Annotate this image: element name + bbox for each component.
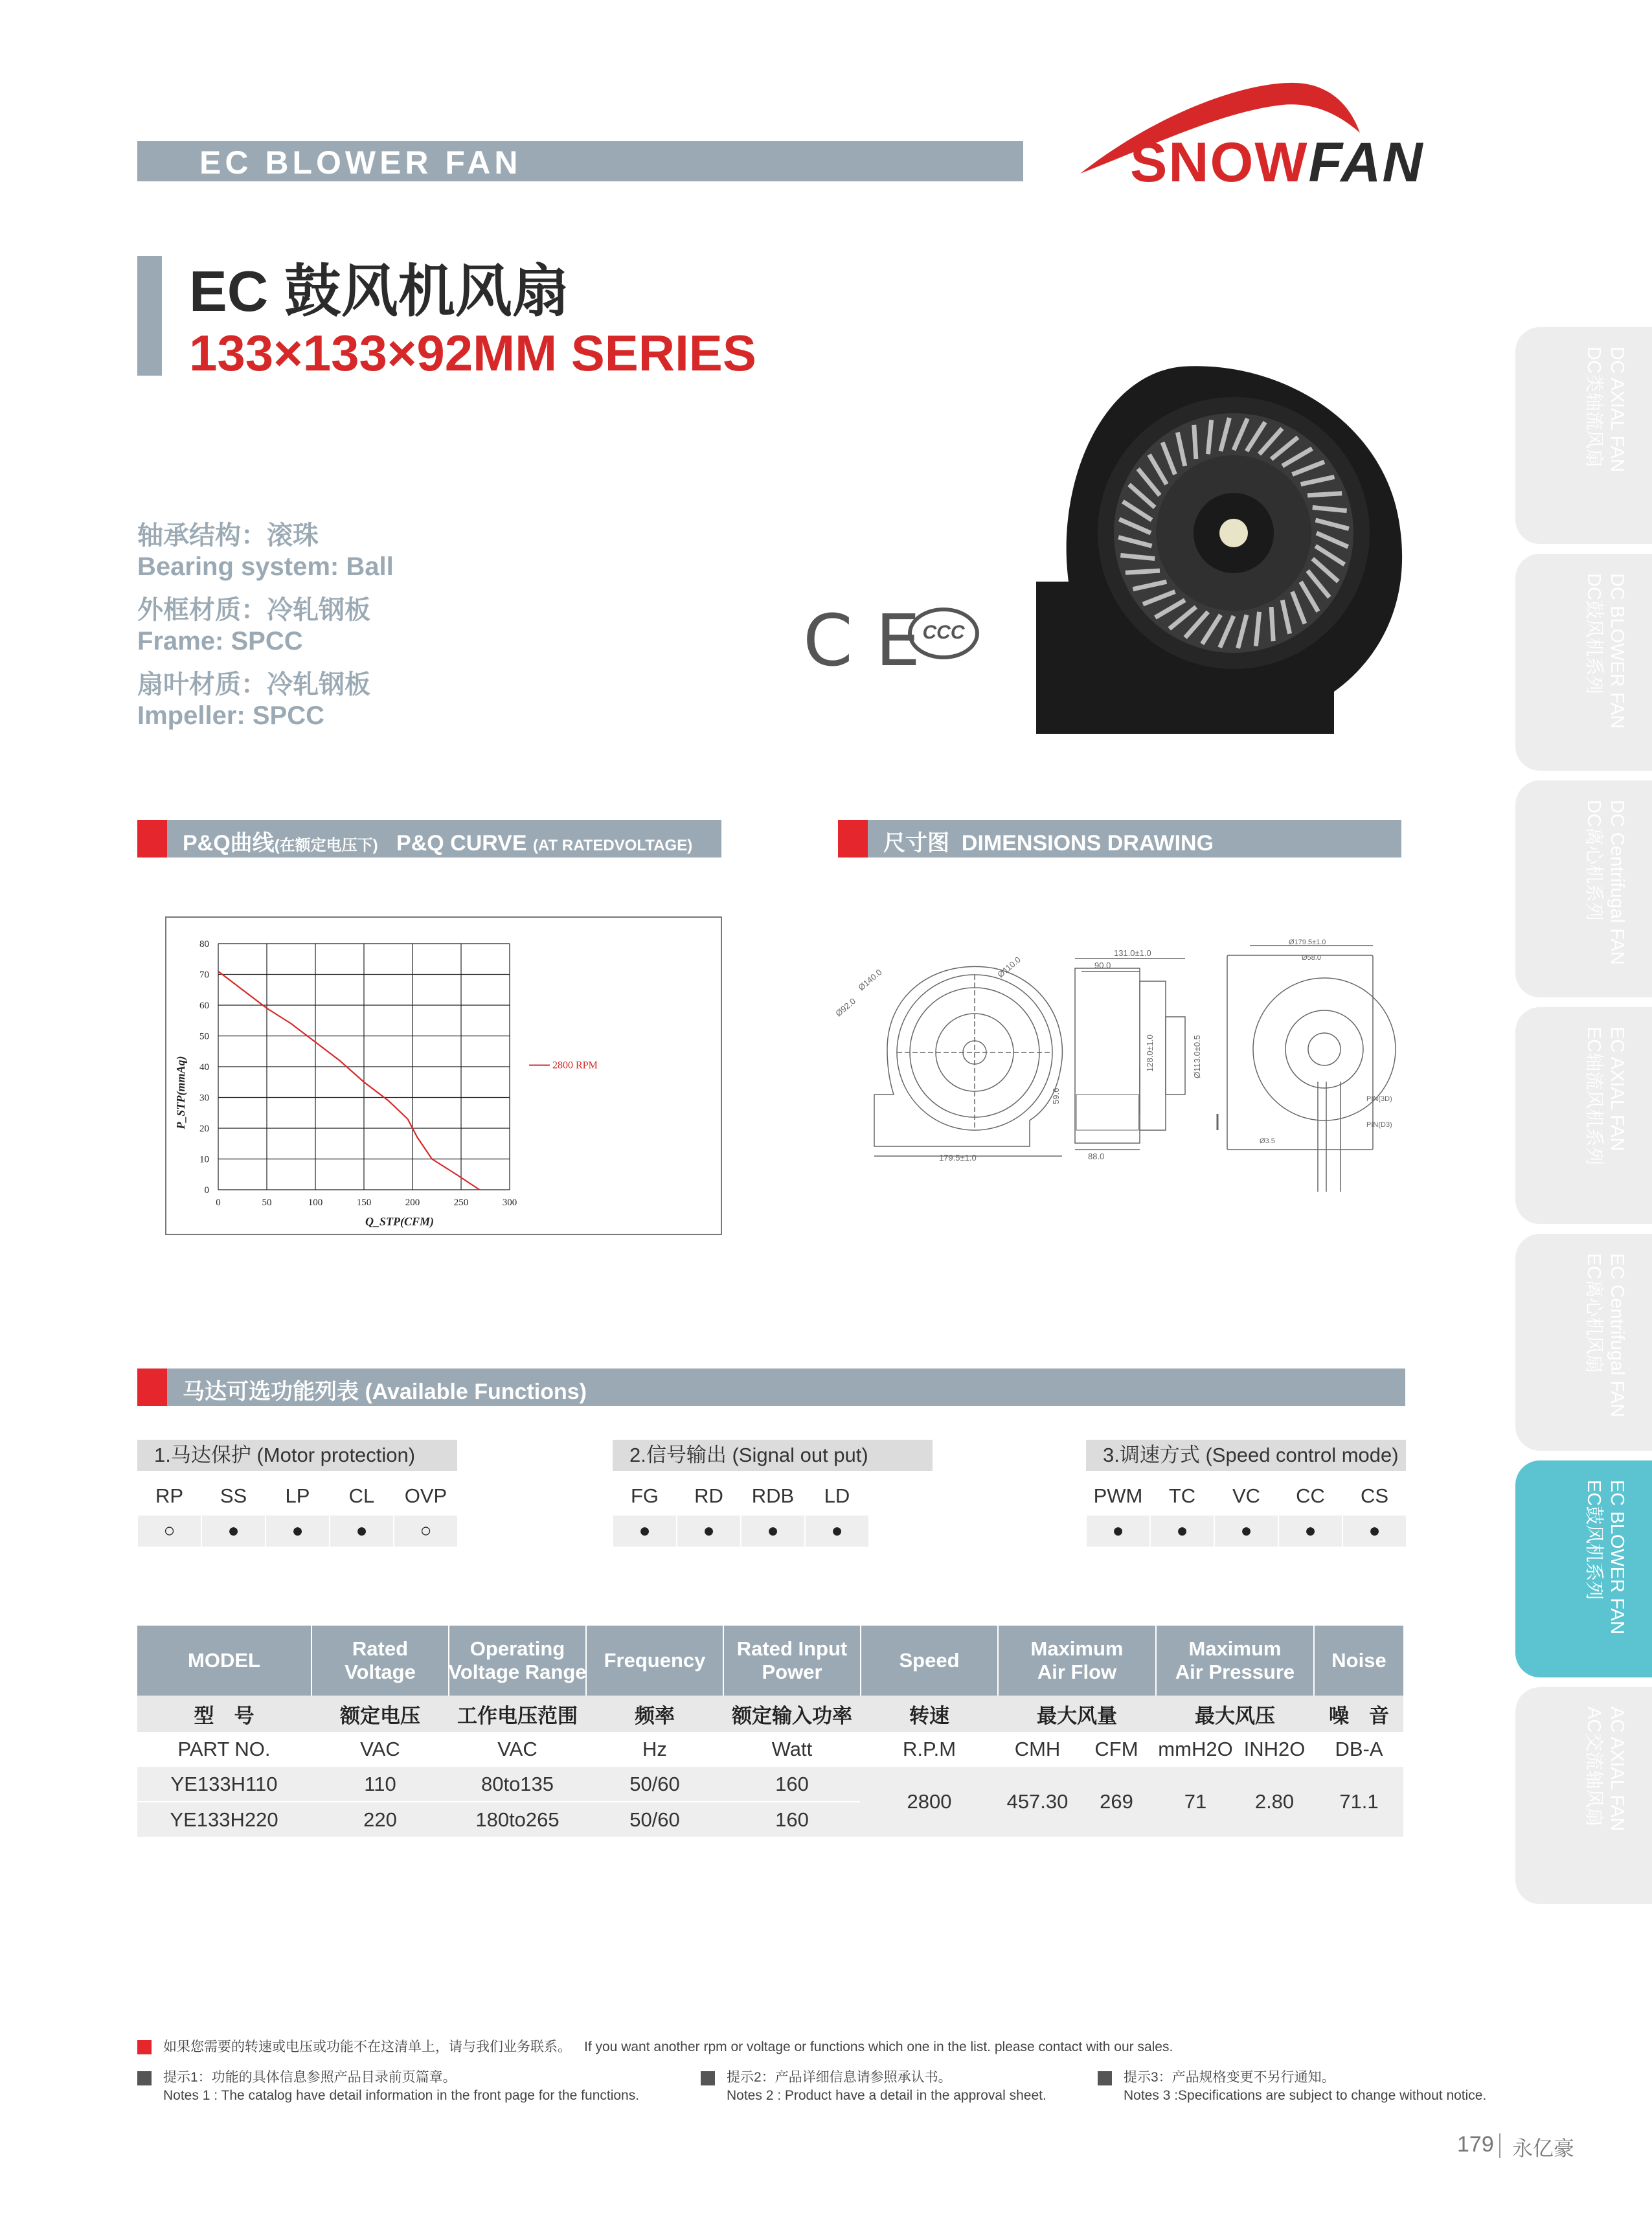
note-marker [137, 2071, 152, 2085]
y-tick-label: 20 [199, 1124, 209, 1134]
th-noise: Noise [1315, 1626, 1403, 1696]
x-tick-label: 200 [405, 1198, 420, 1208]
x-tick-label: 150 [356, 1198, 372, 1208]
table-cell: 160 [775, 1772, 809, 1795]
page-subtitle: 133×133×92MM SERIES [189, 324, 756, 381]
dim-front-1: Ø140.0 [856, 967, 884, 993]
tab-dc-axial-fan[interactable] [1515, 327, 1652, 544]
y-tick-label: 40 [199, 1062, 209, 1073]
ccc-mark-text: CCC [922, 622, 965, 643]
th-max-air-pressure: Maximum Air Pressure [1157, 1626, 1313, 1696]
func-value: ● [202, 1516, 265, 1547]
unit-cell: VAC [497, 1738, 537, 1760]
tab-label-cn: EC轴流风机系列 [1583, 1027, 1604, 1166]
table-cell: 180to265 [475, 1808, 560, 1831]
dim-front-4: 179.5±1.0 [939, 1153, 977, 1163]
dim-side-4: 59.6 [1051, 1087, 1061, 1104]
func-label: PWM [1093, 1484, 1143, 1507]
footer-company: 永亿豪 [1512, 2137, 1575, 2160]
cn-th: 噪 音 [1329, 1704, 1389, 1727]
cn-th: 频率 [635, 1704, 675, 1727]
y-axis-label: P_STP(mmAq) [174, 1056, 187, 1130]
note-3-cn: 提示3：产品规格变更不另行通知。 [1124, 2070, 1335, 2085]
cn-th: 最大风量 [1037, 1704, 1117, 1727]
func-label: CC [1296, 1484, 1325, 1507]
tab-ec-axial-fan[interactable] [1515, 1007, 1652, 1224]
func-value: ● [613, 1516, 676, 1547]
dim-side-1: 131.0±1.0 [1114, 948, 1151, 958]
tab-label-en: EC BLOWER FAN [1607, 1480, 1627, 1635]
unit-cell: Watt [771, 1738, 813, 1760]
cn-th: 型 号 [194, 1704, 255, 1727]
spec-bearing-cn: 轴承结构：滚珠 [137, 521, 319, 550]
cn-th: 最大风压 [1195, 1704, 1275, 1727]
pq-title-en-small: (AT RATEDVOLTAGE) [533, 837, 693, 854]
merged-mmh2o: 71 [1184, 1790, 1207, 1813]
y-tick-label: 50 [199, 1031, 209, 1042]
cn-th: 转速 [909, 1704, 949, 1727]
unit-cell: Hz [642, 1738, 667, 1760]
header-band-text: EC BLOWER FAN [199, 144, 522, 181]
func-value: ● [1279, 1516, 1342, 1547]
functions-header [137, 1369, 1405, 1406]
rear-view [1217, 946, 1396, 1192]
note-1-cn: 提示1：功能的具体信息参照产品目录前页篇章。 [163, 2070, 457, 2085]
pq-curve-header [137, 820, 721, 857]
spec-frame-cn: 外框材质：冷轧钢板 [137, 596, 370, 624]
spec-impeller-en: Impeller: SPCC [137, 701, 324, 730]
fan-blade [1271, 607, 1273, 641]
note-marker [1098, 2071, 1112, 2085]
func-value: ○ [138, 1516, 201, 1547]
tab-label-en: EC AXIAL FAN [1607, 1027, 1627, 1152]
func-label: LD [824, 1484, 850, 1507]
cn-th: 额定电压 [340, 1704, 420, 1727]
table-cell: 220 [363, 1808, 397, 1831]
func-value: ● [1215, 1516, 1278, 1547]
func-label: RP [155, 1484, 184, 1507]
table-cell: 50/60 [629, 1772, 680, 1795]
pq-title-en: P&Q CURVE [396, 831, 527, 856]
note-marker [701, 2071, 715, 2085]
x-tick-label: 50 [262, 1198, 272, 1208]
snowfan-logo [1075, 71, 1464, 194]
tab-dc-centrifugal-fan[interactable] [1515, 780, 1652, 997]
th-model: MODEL [137, 1626, 311, 1696]
x-tick-label: 250 [453, 1198, 469, 1208]
th-frequency: Frequency [587, 1626, 723, 1696]
spec-table [137, 1626, 1403, 1837]
dimensions-drawing [835, 933, 1431, 1205]
th-speed: Speed [861, 1626, 997, 1696]
pq-chart [165, 916, 722, 1235]
dim-front-3: Ø92.0 [835, 996, 858, 1019]
tab-label-cn: AC交流轴风扇 [1583, 1707, 1604, 1827]
dim-title-cn: 尺寸图 [883, 831, 949, 856]
spec-frame-en: Frame: SPCC [137, 627, 303, 655]
logo-fan: FAN [1308, 131, 1424, 194]
th-rated-input-power: Rated Input Power [724, 1626, 860, 1696]
func-value: ● [266, 1516, 329, 1547]
tab-label-cn: DC离心机系列 [1583, 800, 1604, 921]
y-tick-label: 80 [199, 939, 209, 949]
dim-rear-1: Ø179.5±1.0 [1289, 938, 1326, 946]
ce-mark-icon: C E [803, 599, 921, 682]
unit-cell: VAC [360, 1738, 400, 1760]
x-tick-label: 300 [502, 1198, 517, 1208]
dim-side-2: 90.0 [1094, 960, 1111, 970]
func-label: VC [1232, 1484, 1261, 1507]
merged-noise: 71.1 [1339, 1790, 1379, 1813]
x-tick-label: 100 [308, 1198, 323, 1208]
tab-label-en: DC AXIAL FAN [1607, 346, 1627, 472]
merged-cfm: 269 [1100, 1790, 1133, 1813]
func-label: LP [285, 1484, 310, 1507]
dimensions-header [838, 820, 1401, 857]
tab-ec-blower-fan[interactable] [1515, 1460, 1652, 1677]
page-title: EC 鼓风机风扇 [189, 259, 569, 323]
table-cell: 110 [364, 1772, 396, 1795]
dim-title-en: DIMENSIONS DRAWING [961, 831, 1214, 856]
tab-label-cn: DC鼓风机系列 [1583, 573, 1604, 694]
front-view [874, 966, 1062, 1156]
func-value: ● [1151, 1516, 1214, 1547]
func-label: CS [1360, 1484, 1389, 1507]
dim-side-3: 128.0±1.0 [1145, 1034, 1155, 1072]
func-label: RDB [751, 1484, 795, 1507]
legend-entry: 2800 RPM [552, 1060, 598, 1071]
fan-blade [1307, 494, 1342, 495]
spec-bearing-en: Bearing system: Ball [137, 552, 394, 581]
table-cell: 80to135 [481, 1772, 554, 1795]
tab-dc-blower-fan[interactable] [1515, 554, 1652, 771]
section-marker [137, 1369, 167, 1406]
signal-output-header: 2.信号输出 (Signal out put) [613, 1440, 933, 1471]
y-tick-label: 30 [199, 1093, 209, 1104]
dim-rear-2: Ø58.0 [1302, 954, 1321, 962]
func-value: ○ [394, 1516, 457, 1547]
pq-title-cn-small: (在额定电压下) [274, 837, 378, 854]
note-1-en: Notes 1 : The catalog have detail information in the front page for the functions. [163, 2088, 640, 2103]
func-label: FG [630, 1484, 659, 1507]
dim-rear-4: PIN(3D) [1366, 1095, 1392, 1103]
series-line-2800rpm [218, 971, 480, 1190]
th-operating-voltage: Operating Voltage Range [449, 1626, 585, 1696]
dim-rear-5: PIN(D3) [1366, 1121, 1392, 1129]
note-3-en: Notes 3 :Specifications are subject to change without notice. [1124, 2088, 1487, 2103]
dim-rear-3: Ø3.5 [1260, 1137, 1275, 1145]
func-label: RD [694, 1484, 723, 1507]
y-tick-label: 0 [204, 1185, 209, 1196]
func-value: ● [741, 1516, 804, 1547]
table-cell: 50/60 [629, 1808, 680, 1831]
ccc-mark-icon [908, 608, 979, 659]
unit-cell: CFM [1094, 1738, 1138, 1760]
logo-snow: SNOW [1130, 131, 1309, 194]
unit-cell: DB-A [1335, 1738, 1383, 1760]
func-label: TC [1168, 1484, 1196, 1507]
y-tick-label: 10 [199, 1154, 209, 1165]
cn-th: 工作电压范围 [457, 1704, 578, 1727]
section-marker [838, 820, 868, 857]
fan-blade [1194, 425, 1196, 459]
pq-title-cn: P&Q曲线 [183, 831, 275, 856]
unit-cell: CMH [1014, 1738, 1061, 1760]
tab-ec-centrifugal-fan[interactable] [1515, 1234, 1652, 1451]
func-label: OVP [404, 1484, 447, 1507]
merged-cmh: 457.30 [1006, 1790, 1069, 1813]
func-label: SS [220, 1484, 247, 1507]
tab-ac-axial-fan[interactable] [1515, 1687, 1652, 1904]
product-photo [1030, 355, 1425, 740]
th-rated-voltage: Rated Voltage [312, 1626, 448, 1696]
tab-label-en: EC Centrifugal FAN [1607, 1253, 1627, 1418]
unit-cell: INH2O [1243, 1738, 1306, 1760]
dim-front-2: Ø110.0 [995, 955, 1023, 980]
section-marker [137, 820, 167, 857]
motor-protection-header: 1.马达保护 (Motor protection) [137, 1440, 457, 1471]
speed-control-header: 3.调速方式 (Speed control mode) [1086, 1440, 1406, 1471]
footer-divider [1499, 2133, 1500, 2158]
func-value: ● [1087, 1516, 1149, 1547]
spec-impeller-cn: 扇叶材质：冷轧钢板 [137, 670, 370, 699]
merged-inh2o: 2.80 [1254, 1790, 1295, 1813]
side-view [1075, 959, 1185, 1150]
note-2-en: Notes 2 : Product have a detail in the approval sheet. [727, 2088, 1047, 2103]
fan-blade [1126, 571, 1160, 573]
tab-label-en: DC BLOWER FAN [1607, 573, 1627, 729]
table-cell: 160 [775, 1808, 809, 1831]
note-2-cn: 提示2：产品详细信息请参照承认书。 [727, 2070, 952, 2085]
unit-cell: mmH2O [1158, 1738, 1233, 1760]
func-value: ● [330, 1516, 393, 1547]
unit-cell: R.P.M [902, 1738, 956, 1760]
cn-th: 额定输入功率 [732, 1704, 852, 1727]
note-main-en: If you want another rpm or voltage or functions which one in the list. please contact with our sales. [584, 2039, 1173, 2054]
func-value: ● [1343, 1516, 1406, 1547]
header-band [137, 141, 1023, 181]
table-cell: YE133H110 [170, 1772, 278, 1795]
functions-title: 马达可选功能列表 (Available Functions) [183, 1380, 587, 1404]
y-tick-label: 70 [199, 970, 209, 981]
unit-cell: PART NO. [177, 1738, 271, 1760]
note-marker-red [137, 2040, 152, 2054]
page-number: 179 [1457, 2132, 1494, 2157]
note-main-cn: 如果您需要的转速或电压或功能不在这清单上，请与我们业务联系。 [163, 2039, 571, 2054]
x-axis-label: Q_STP(CFM) [365, 1215, 435, 1228]
tab-label-en: DC Centrifugal FAN [1607, 800, 1627, 965]
dim-side-6: Ø113.0±0.5 [1192, 1035, 1202, 1078]
tab-label-en: AC AXIAL FAN [1607, 1707, 1627, 1832]
func-value: ● [677, 1516, 740, 1547]
func-label: CL [348, 1484, 375, 1507]
title-accent-bar [137, 256, 162, 376]
table-cell: YE133H220 [170, 1808, 278, 1831]
tab-label-cn: DC类轴流风扇 [1583, 346, 1604, 468]
y-tick-label: 60 [199, 1001, 209, 1011]
func-value: ● [806, 1516, 868, 1547]
merged-speed: 2800 [907, 1790, 952, 1813]
tab-label-cn: EC鼓风机系列 [1583, 1480, 1604, 1600]
th-max-air-flow: Maximum Air Flow [999, 1626, 1155, 1696]
tab-label-cn: EC离心机风扇 [1583, 1253, 1604, 1374]
x-tick-label: 0 [216, 1198, 221, 1208]
dim-side-5: 88.0 [1088, 1152, 1105, 1161]
